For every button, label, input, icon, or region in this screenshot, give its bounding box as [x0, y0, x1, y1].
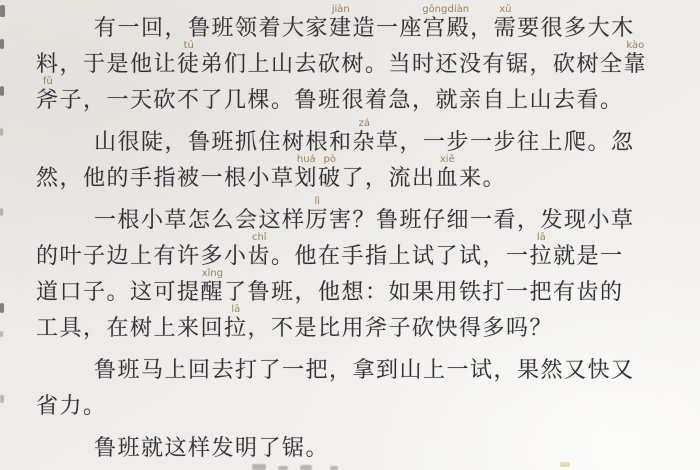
text-line — [36, 232, 682, 274]
pinyin-annotation: lì — [314, 196, 321, 207]
text-run: 害？鲁班仔细一看，发现小草 — [329, 207, 635, 232]
pinyin-annotation: jiàn — [331, 4, 350, 15]
annotated-character: gōng 宫 — [422, 4, 448, 40]
text-run: 了，流出 — [341, 165, 436, 190]
annotated-character: chǐ 齿 — [247, 232, 272, 268]
paragraph — [36, 352, 682, 424]
pinyin-annotation: fǔ — [42, 76, 53, 87]
annotated-character: lā 拉 — [529, 232, 554, 268]
text-run: 道口子。这可提 — [36, 279, 201, 304]
annotated-character: kào 靠 — [623, 40, 648, 76]
text-run: 草，一步一步往上爬。忽 — [376, 129, 635, 154]
text-run: 来。 — [459, 165, 507, 190]
pinyin-annotation: zá — [358, 118, 370, 129]
text-run: 子，一天砍不了几棵。鲁班很着急，就亲自上山去看。 — [59, 87, 624, 112]
annotated-character: xiě 血 — [435, 154, 460, 190]
annotated-character: huá 划 — [294, 154, 319, 190]
annotated-character: lì 厉 — [305, 196, 330, 232]
scan-artifact — [560, 462, 570, 467]
scan-artifact — [0, 86, 4, 96]
text-run: 要很多大木 — [517, 15, 635, 40]
scan-artifact — [0, 5, 5, 17]
annotated-character: diàn 殿 — [446, 4, 471, 40]
annotated-character: tú 徒 — [177, 40, 201, 76]
scan-artifact — [0, 208, 3, 216]
pinyin-annotation: lā — [231, 304, 241, 315]
paragraph — [36, 118, 682, 196]
text-run: 然，他的手指被一根小草 — [36, 165, 295, 190]
text-line — [36, 196, 682, 238]
text-line — [36, 76, 682, 118]
scan-artifact — [330, 466, 338, 470]
pinyin-annotation: kào — [626, 40, 645, 51]
scan-artifact — [300, 465, 312, 470]
text-run: 山很陡，鲁班抓住树根和 — [94, 129, 353, 154]
text-line — [36, 154, 682, 196]
pinyin-annotation: xū — [499, 4, 512, 15]
story-text — [36, 4, 682, 470]
text-line — [36, 40, 682, 82]
scan-artifact — [0, 128, 3, 136]
text-line — [36, 118, 682, 160]
pinyin-annotation: xiě — [439, 154, 455, 165]
annotated-character: xū 需 — [493, 4, 518, 40]
pinyin-annotation: gōng — [422, 4, 448, 15]
scan-artifact — [0, 395, 4, 403]
annotated-character: lā 拉 — [224, 304, 248, 340]
scan-artifact — [278, 466, 288, 470]
annotated-character: jiàn 建 — [329, 4, 353, 40]
text-line — [36, 352, 682, 388]
pinyin-annotation: tú — [183, 40, 194, 51]
annotated-character: zá 杂 — [352, 118, 377, 154]
annotated-character: xǐng 醒 — [200, 268, 225, 304]
pinyin-annotation: lā — [536, 232, 546, 243]
text-line — [36, 4, 682, 46]
text-run: 造一座 — [352, 15, 424, 40]
text-run: 的叶子边上有许多小 — [36, 243, 248, 268]
pinyin-annotation: huá — [296, 154, 316, 165]
text-line — [36, 304, 682, 346]
scan-artifact — [0, 303, 4, 313]
text-run: 鲁班马上回去打了一把，拿到山上一试，果然又快又 — [94, 357, 635, 382]
text-run: 。他在手指上试了试，一 — [271, 243, 530, 268]
text-run: 了鲁班，他想：如果用铁打一把有齿的 — [224, 279, 624, 304]
text-line — [36, 430, 682, 466]
paragraph — [36, 196, 682, 346]
annotated-character: pò 破 — [318, 154, 342, 190]
pinyin-annotation: xǐng — [201, 268, 223, 279]
scan-artifact — [252, 464, 266, 470]
pinyin-annotation: diàn — [447, 4, 470, 15]
paragraph — [36, 4, 682, 118]
paragraph — [36, 430, 682, 466]
text-run: ， — [470, 15, 494, 40]
pinyin-annotation: pò — [323, 154, 337, 165]
text-run: 料，于是他让 — [36, 51, 178, 76]
text-run: 有一回，鲁班领着大家 — [94, 15, 330, 40]
text-run: 就是一 — [553, 243, 624, 268]
pinyin-annotation: chǐ — [251, 232, 267, 243]
text-run: 省力。 — [36, 393, 107, 418]
text-run: 弟们上山去砍树。当时还没有锯，砍树全 — [200, 51, 624, 76]
text-run: 鲁班就这样发明了锯。 — [94, 435, 330, 460]
text-run: ，不是比用斧子砍快得多吗？ — [247, 315, 554, 340]
text-line — [36, 388, 682, 424]
text-run: 一根小草怎么会这样 — [94, 207, 306, 232]
text-run: 工具，在树上来回 — [36, 315, 225, 340]
annotated-character: fǔ 斧 — [36, 76, 60, 112]
scan-artifact — [0, 39, 4, 49]
text-line — [36, 268, 682, 310]
scan-artifact — [0, 331, 3, 337]
